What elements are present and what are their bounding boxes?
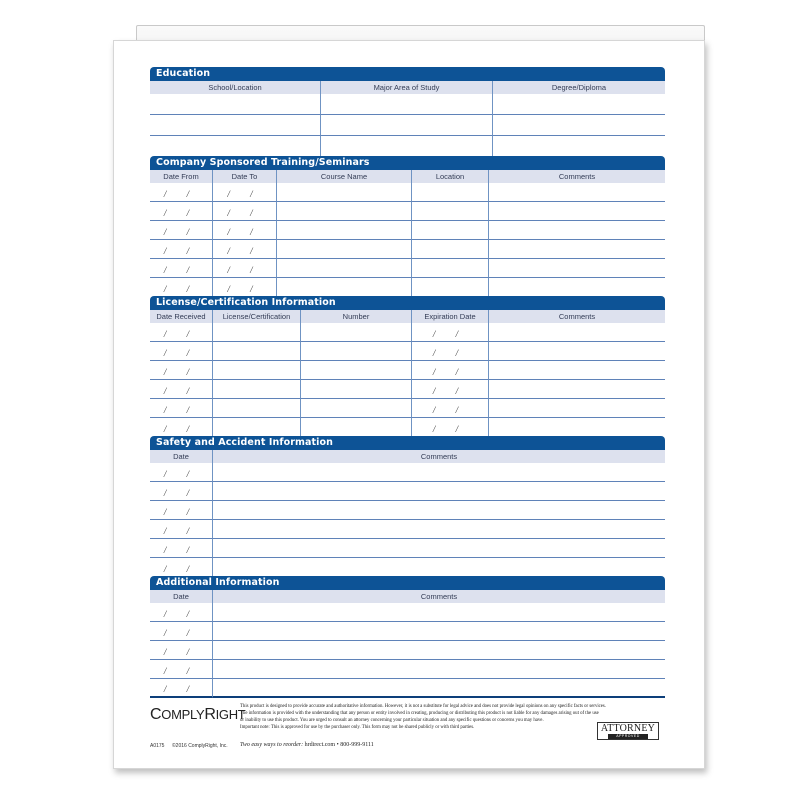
column-header: Date: [150, 450, 213, 463]
comments-field[interactable]: [213, 520, 665, 539]
table-row: [150, 539, 665, 558]
date-slashes: / /: [163, 348, 199, 358]
expiration-date-field[interactable]: [412, 418, 489, 436]
comments-field[interactable]: [213, 463, 665, 482]
date-field[interactable]: [150, 622, 213, 641]
date-slashes: / /: [432, 424, 468, 434]
disclaimer-line: This product is designed to provide accurate and authoritative information. However, it is not a substitute for legal advice and does not provide legal opinions on any specific facts or services.: [240, 704, 606, 709]
date-field[interactable]: [150, 539, 213, 558]
date-slashes: / /: [163, 684, 199, 694]
date-slashes: / /: [163, 208, 199, 218]
location-field[interactable]: [412, 240, 489, 259]
item-code: A0175: [150, 743, 165, 749]
date-to-field[interactable]: [213, 183, 277, 202]
license-field[interactable]: [213, 380, 301, 399]
date-from-field[interactable]: [150, 183, 213, 202]
column-header: Date: [150, 590, 213, 603]
expiration-date-field[interactable]: [412, 361, 489, 380]
course-name-field[interactable]: [277, 240, 412, 259]
date-field[interactable]: [150, 482, 213, 501]
school-field[interactable]: [150, 136, 321, 156]
disclaimer-line: or inability to use this product. You are urged to consult an attorney concerning your particular situation and any specific questions or concerns you may have.: [240, 718, 544, 723]
column-header: School/Location: [150, 81, 321, 94]
table-row: [150, 418, 665, 436]
date-received-field[interactable]: [150, 399, 213, 418]
date-field[interactable]: [150, 520, 213, 539]
table-row: [150, 660, 665, 679]
degree-field[interactable]: [493, 115, 665, 136]
column-header: Date Received: [150, 310, 213, 323]
location-field[interactable]: [412, 259, 489, 278]
date-slashes: / /: [163, 246, 199, 256]
expiration-date-field[interactable]: [412, 342, 489, 361]
table-row: [150, 94, 665, 115]
school-field[interactable]: [150, 115, 321, 136]
table-row: [150, 380, 665, 399]
date-field[interactable]: [150, 558, 213, 576]
license-field[interactable]: [213, 399, 301, 418]
comments-field[interactable]: [213, 641, 665, 660]
reorder-contact: hrdirect.com • 800-999-9111: [304, 742, 374, 748]
section-title: Additional Information: [150, 576, 665, 590]
date-slashes: / /: [227, 208, 262, 218]
location-field[interactable]: [412, 202, 489, 221]
column-header: Comments: [558, 312, 596, 321]
employee-record-form: [150, 67, 665, 698]
column-header: Expiration Date: [412, 310, 489, 323]
number-field[interactable]: [301, 418, 412, 436]
date-slashes: / /: [163, 488, 199, 498]
table-row: [150, 482, 665, 501]
column-header: Date From: [150, 170, 213, 183]
table-row: [150, 342, 665, 361]
date-slashes: / /: [227, 265, 262, 275]
rows: [150, 323, 665, 436]
comments-field[interactable]: [489, 418, 665, 436]
comments-field[interactable]: [489, 342, 665, 361]
number-field[interactable]: [301, 399, 412, 418]
comments-field[interactable]: [489, 399, 665, 418]
comments-field[interactable]: [213, 660, 665, 679]
complyright-logo: [150, 706, 245, 724]
comments-field[interactable]: [489, 202, 665, 221]
license-field[interactable]: [213, 418, 301, 436]
number-field[interactable]: [301, 361, 412, 380]
date-from-field[interactable]: [150, 221, 213, 240]
date-slashes: / /: [227, 189, 262, 199]
table-row: [150, 115, 665, 136]
table-row: [150, 463, 665, 482]
column-headers: [150, 170, 665, 183]
logo-letters: OMPLY: [161, 707, 205, 722]
school-field[interactable]: [150, 94, 321, 115]
date-slashes: / /: [227, 284, 262, 294]
column-header: Major Area of Study: [321, 81, 493, 94]
logo-letter: C: [150, 706, 162, 723]
comments-field[interactable]: [489, 323, 665, 342]
rows: [150, 183, 665, 296]
comments-field[interactable]: [213, 679, 665, 698]
date-slashes: / /: [163, 469, 199, 479]
date-to-field[interactable]: [213, 202, 277, 221]
badge-bottom: APPROVED: [608, 734, 648, 739]
date-slashes: / /: [432, 386, 468, 396]
table-row: [150, 520, 665, 539]
table-row: [150, 501, 665, 520]
comments-field[interactable]: [489, 361, 665, 380]
table-row: [150, 240, 665, 259]
date-received-field[interactable]: [150, 323, 213, 342]
date-field[interactable]: [150, 603, 213, 622]
date-received-field[interactable]: [150, 361, 213, 380]
date-slashes: / /: [163, 507, 199, 517]
column-headers: [150, 81, 665, 94]
comments-field[interactable]: [213, 539, 665, 558]
disclaimer-line: Important note: This is approved for use by the purchaser only. This form may not be shared publicly or with third parties.: [240, 725, 475, 730]
expiration-date-field[interactable]: [412, 323, 489, 342]
table-row: [150, 558, 665, 576]
comments-field[interactable]: [213, 482, 665, 501]
location-field[interactable]: [412, 221, 489, 240]
badge-top: ATTORNEY: [600, 723, 656, 734]
license-section: [150, 296, 665, 436]
date-slashes: / /: [432, 329, 468, 339]
date-slashes: / /: [227, 227, 262, 237]
form-footer: [150, 700, 665, 760]
column-header: License/Certification: [213, 310, 301, 323]
column-headers: [150, 310, 665, 323]
additional-section: [150, 576, 665, 698]
table-row: [150, 399, 665, 418]
date-received-field[interactable]: [150, 418, 213, 436]
date-slashes: / /: [163, 329, 199, 339]
date-from-field[interactable]: [150, 259, 213, 278]
column-header: Comments: [558, 172, 596, 181]
section-title: Company Sponsored Training/Seminars: [150, 156, 665, 170]
column-header: Date To: [213, 170, 277, 183]
date-slashes: / /: [163, 227, 199, 237]
major-field[interactable]: [321, 94, 493, 115]
comments-field[interactable]: [489, 183, 665, 202]
table-row: [150, 259, 665, 278]
comments-field[interactable]: [489, 240, 665, 259]
degree-field[interactable]: [493, 136, 665, 156]
course-name-field[interactable]: [277, 259, 412, 278]
date-slashes: / /: [163, 424, 199, 434]
copyright: ©2016 ComplyRight, Inc.: [172, 743, 228, 749]
comments-field[interactable]: [489, 221, 665, 240]
column-headers: [150, 450, 665, 463]
license-field[interactable]: [213, 323, 301, 342]
date-slashes: / /: [163, 405, 199, 415]
section-title: Safety and Accident Information: [150, 436, 665, 450]
comments-field[interactable]: [213, 603, 665, 622]
rows: [150, 94, 665, 156]
table-row: [150, 679, 665, 698]
date-slashes: / /: [432, 348, 468, 358]
date-slashes: / /: [163, 647, 199, 657]
section-title: License/Certification Information: [150, 296, 665, 310]
comments-field[interactable]: [213, 558, 665, 576]
column-header: Location: [412, 170, 489, 183]
column-headers: [150, 590, 665, 603]
column-header: Degree/Diploma: [551, 83, 607, 92]
disclaimer-line: The information is provided with the understanding that any person or entity involved in creating, producing or distributing this product is not liable for any damages arising out of the use: [240, 711, 599, 716]
location-field[interactable]: [412, 183, 489, 202]
course-name-field[interactable]: [277, 278, 412, 296]
date-field[interactable]: [150, 463, 213, 482]
license-field[interactable]: [213, 342, 301, 361]
license-field[interactable]: [213, 361, 301, 380]
date-slashes: / /: [163, 189, 199, 199]
major-field[interactable]: [321, 136, 493, 156]
table-row: [150, 136, 665, 156]
logo-letters: IGHT: [215, 707, 246, 722]
comments-field[interactable]: [489, 259, 665, 278]
logo-letter: R: [204, 706, 216, 723]
major-field[interactable]: [321, 115, 493, 136]
table-row: [150, 183, 665, 202]
table-row: [150, 221, 665, 240]
date-slashes: / /: [163, 545, 199, 555]
comments-field[interactable]: [489, 278, 665, 296]
table-row: [150, 641, 665, 660]
rows: [150, 603, 665, 698]
number-field[interactable]: [301, 323, 412, 342]
comments-field[interactable]: [213, 622, 665, 641]
date-slashes: / /: [163, 609, 199, 619]
column-header: Comments: [420, 592, 458, 601]
date-to-field[interactable]: [213, 240, 277, 259]
expiration-date-field[interactable]: [412, 380, 489, 399]
reorder-label: Two easy ways to reorder:: [240, 742, 304, 748]
date-slashes: / /: [163, 564, 199, 574]
date-to-field[interactable]: [213, 221, 277, 240]
expiration-date-field[interactable]: [412, 399, 489, 418]
date-from-field[interactable]: [150, 240, 213, 259]
date-slashes: / /: [163, 367, 199, 377]
location-field[interactable]: [412, 278, 489, 296]
section-title: Education: [150, 67, 665, 81]
rows: [150, 463, 665, 576]
column-header: Number: [301, 310, 412, 323]
course-name-field[interactable]: [277, 202, 412, 221]
table-row: [150, 278, 665, 296]
date-from-field[interactable]: [150, 278, 213, 296]
date-slashes: / /: [227, 246, 262, 256]
date-slashes: / /: [432, 405, 468, 415]
comments-field[interactable]: [213, 501, 665, 520]
table-row: [150, 361, 665, 380]
reorder-info: [240, 742, 374, 748]
date-slashes: / /: [163, 284, 199, 294]
safety-section: [150, 436, 665, 576]
attorney-approved-badge: [597, 722, 659, 740]
date-received-field[interactable]: [150, 380, 213, 399]
date-to-field[interactable]: [213, 259, 277, 278]
date-field[interactable]: [150, 679, 213, 698]
comments-field[interactable]: [489, 380, 665, 399]
column-header: Comments: [420, 452, 458, 461]
course-name-field[interactable]: [277, 183, 412, 202]
training-section: [150, 156, 665, 296]
column-header: Course Name: [277, 170, 412, 183]
date-slashes: / /: [163, 628, 199, 638]
date-slashes: / /: [163, 265, 199, 275]
date-field[interactable]: [150, 660, 213, 679]
date-to-field[interactable]: [213, 278, 277, 296]
number-field[interactable]: [301, 380, 412, 399]
date-field[interactable]: [150, 501, 213, 520]
table-row: [150, 202, 665, 221]
date-from-field[interactable]: [150, 202, 213, 221]
date-slashes: / /: [163, 526, 199, 536]
table-row: [150, 323, 665, 342]
date-received-field[interactable]: [150, 342, 213, 361]
course-name-field[interactable]: [277, 221, 412, 240]
date-slashes: / /: [163, 666, 199, 676]
table-row: [150, 603, 665, 622]
education-section: [150, 67, 665, 156]
date-field[interactable]: [150, 641, 213, 660]
table-row: [150, 622, 665, 641]
date-slashes: / /: [432, 367, 468, 377]
number-field[interactable]: [301, 342, 412, 361]
degree-field[interactable]: [493, 94, 665, 115]
date-slashes: / /: [163, 386, 199, 396]
